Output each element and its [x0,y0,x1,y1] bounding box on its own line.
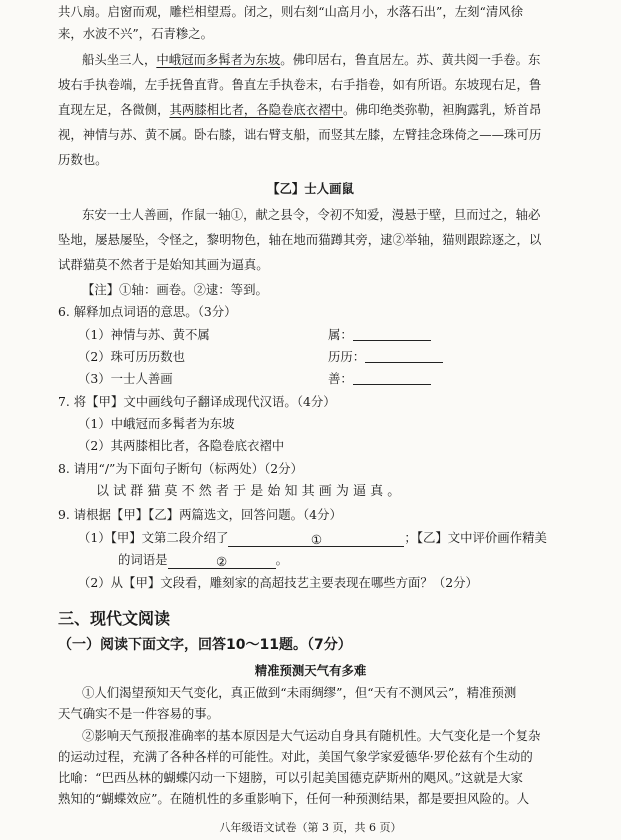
question-8: 8. 请用“/”为下面句子断句（标两处）（2分） [58,461,303,476]
passage-yi-title: 【乙】士人画鼠 [267,181,354,196]
subsection-heading: （一）阅读下面文字，回答10～11题。（7分） [58,637,352,653]
text-line: 来，水波不兴”，石青糁之。 [58,26,214,41]
text-line: 比喻：“巴西丛林的蝴蝶闪动一下翅膀，可以引起美国德克萨斯州的飓风。”这就是大家 [58,770,523,785]
text-line: 坡右手执卷端，左手抚鲁直背。鲁直左手执卷末，右手指卷，如有所语。东坡现右足，鲁 [58,77,542,92]
footnote: 【注】①轴：画卷。②逮：等到。 [82,282,268,297]
text-line: 东安一士人善画，作鼠一轴①，献之县令，令初不知爱，漫悬于壁，旦而过之，轴必 [82,207,541,222]
answer-blank-1[interactable]: ① [228,531,404,547]
question-6: 6. 解释加点词语的意思。（3分） [58,304,237,319]
punctuation-sentence: 以 试 群 猫 莫 不 然 者 于 是 始 知 其 画 为 逼 真 。 [96,484,401,499]
question-6-1: （1）神情与苏、黄不属 [78,327,210,342]
answer-field-6-3[interactable]: 善： [328,370,431,388]
question-9: 9. 请根据【甲】【乙】两篇选文，回答问题。（4分） [58,507,342,522]
text-line: 天气确实不是一件容易的事。 [58,706,220,721]
question-6-3: （3）一士人善画 [78,371,173,386]
text-line: ②影响天气预报准确率的基本原因是大气运动自身具有随机性。大气变化是一个复杂 [82,728,541,743]
text-line: 共八扇。启窗而观，雕栏相望焉。闭之，则右刻“山高月小，水落石出”，左刻“清风徐 [58,4,524,19]
question-9-1: （1）【甲】文第二段介绍了 ① ；【乙】文中评价画作精美 [78,530,547,547]
underlined-sentence: 其两膝相比者，各隐卷底衣褶中 [169,102,343,117]
text-line: 视，神情与苏、黄不属。卧右膝，诎右臂支船，而竖其左膝，左臂挂念珠倚之——珠可历 [58,127,542,142]
text-line: 坠地，屡悬屡坠，令怪之，黎明物色，轴在地而猫蹲其旁，逮②举轴，猫则跟踪逐之，以 [58,232,542,247]
text-line: ①人们渴望预知天气变化，真正做到“未雨绸缪”，但“天有不测风云”，精准预测 [82,685,517,700]
article-title: 精准预测天气有多难 [254,663,367,678]
answer-blank[interactable] [365,349,443,363]
question-6-2: （2）珠可历历数也 [78,349,186,364]
text-line: 试群猫莫不然者于是始知其画为逼真。 [58,257,269,272]
page-footer: 八年级语文试卷（第 3 页，共 6 页） [219,821,402,834]
text-line: 直现左足，各微侧，其两膝相比者，各隐卷底衣褶中。佛印绝类弥勒，袒胸露乳，矫首昂 [58,102,542,117]
question-7: 7. 将【甲】文中画线句子翻译成现代汉语。（4分） [58,394,336,409]
question-7-1: （1）中峨冠而多髯者为东坡 [78,416,235,431]
text-line: 的运动过程，充满了各种各样的可能性。对此，美国气象学家爱德华·罗伦兹有个生动的 [58,749,533,764]
question-9-1-cont: 的词语是 ② 。 [118,552,288,569]
answer-field-6-2[interactable]: 历历： [328,348,443,366]
question-9-2: （2）从【甲】文段看，雕刻家的高超技艺主要表现在哪些方面？（2分） [78,575,478,590]
answer-field-6-1[interactable]: 属： [328,326,431,344]
answer-blank[interactable] [353,371,431,385]
text-line: 历数也。 [58,152,108,167]
answer-blank-2[interactable]: ② [168,553,276,569]
answer-blank[interactable] [353,327,431,341]
text-line: 船头坐三人，中峨冠而多髯者为东坡。佛印居右，鲁直居左。苏、黄共阅一手卷。东 [82,52,541,67]
question-7-2: （2）其两膝相比者，各隐卷底衣褶中 [78,438,285,453]
section-heading: 三、现代文阅读 [58,609,171,628]
text-line: 熟知的“蝴蝶效应”。在随机性的多重影响下，任何一种预测结果，都是要担风险的。人 [58,791,530,806]
underlined-sentence: 中峨冠而多髯者为东坡 [156,52,281,67]
